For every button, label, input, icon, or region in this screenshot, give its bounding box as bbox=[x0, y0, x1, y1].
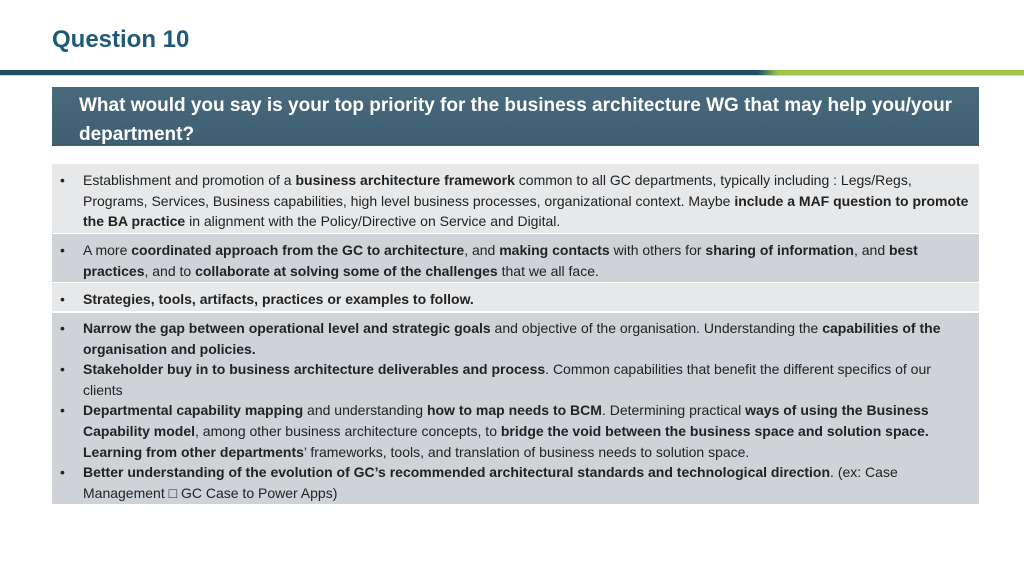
response-row-3 bbox=[52, 283, 979, 311]
text-segment: in alignment with the Policy/Directive on Service and Digital. bbox=[185, 213, 561, 230]
text-segment: , among other business architecture concepts, to bbox=[195, 422, 501, 439]
bold-text: best practices bbox=[83, 242, 918, 279]
text-segment: Establishment and promotion of a bbox=[83, 172, 296, 188]
bold-text: Narrow the gap between operational level and strategic goals bbox=[83, 320, 491, 336]
bold-text: making contacts bbox=[499, 242, 610, 258]
text-segment: , and bbox=[853, 242, 889, 258]
response-list bbox=[83, 318, 971, 503]
bold-text: bridge the void between the business space and solution space. Learning from other departments bbox=[83, 422, 929, 460]
response-list bbox=[83, 240, 971, 281]
text-segment: and understanding bbox=[303, 402, 427, 419]
text-segment: and objective of the organisation. Understanding the bbox=[490, 320, 823, 336]
bold-text: ways of using the Business Capability model bbox=[83, 402, 929, 439]
bold-text: coordinated approach from the GC to architecture bbox=[131, 242, 465, 258]
text-segment: A more bbox=[83, 242, 132, 258]
question-text: What would you say is your top priority for the business architecture WG that may help you/your department? bbox=[79, 95, 953, 145]
question-banner bbox=[52, 87, 979, 146]
text-segment: with others for bbox=[609, 242, 706, 258]
bold-text: how to map needs to BCM bbox=[426, 402, 602, 419]
bold-text: Stakeholder buy in to business architecture deliverables and process bbox=[83, 361, 546, 378]
bold-text: Better understanding of the evolution of GC’s recommended architectural standards and technological direction bbox=[83, 464, 831, 481]
response-bullet-item bbox=[83, 400, 971, 462]
response-bullet-item bbox=[83, 359, 971, 400]
response-bullet-item bbox=[83, 318, 971, 359]
bold-text: Strategies, tools, artifacts, practices or examples to follow. bbox=[83, 291, 474, 307]
bold-text: include a MAF question to promote the BA practice bbox=[83, 192, 969, 230]
title-divider-shadow bbox=[0, 75, 1024, 76]
response-list bbox=[83, 289, 971, 310]
response-list bbox=[83, 170, 971, 232]
text-segment: . (ex: Case Management bbox=[83, 464, 898, 501]
slide-title: Question 10 bbox=[52, 26, 190, 53]
text-segment: . Common capabilities that benefit the different specifics of our clients bbox=[83, 361, 931, 398]
text-segment: common to all GC departments, typically including : Legs/Regs, Programs, Services, Business capabilities, high level business processes, organizational context. Maybe bbox=[83, 172, 912, 209]
bold-text: sharing of information bbox=[705, 242, 854, 258]
text-segment: GC Case to Power Apps) bbox=[177, 484, 338, 501]
bold-text: capabilities of the organisation and policies. bbox=[83, 320, 941, 357]
response-bullet-item bbox=[83, 462, 971, 503]
text-segment: , and bbox=[464, 242, 500, 258]
text-segment: □ bbox=[168, 484, 178, 501]
response-bullet-item bbox=[83, 240, 971, 281]
response-bullet-item bbox=[83, 170, 971, 232]
bold-text: business architecture framework bbox=[295, 172, 515, 188]
bold-text: collaborate at solving some of the challenges bbox=[195, 262, 498, 279]
response-row-2 bbox=[52, 234, 979, 282]
text-segment: that we all face. bbox=[497, 262, 599, 279]
text-segment: ’ frameworks, tools, and translation of business needs to solution space. bbox=[303, 443, 750, 460]
bold-text: Departmental capability mapping bbox=[83, 402, 304, 419]
text-segment: , and to bbox=[144, 262, 196, 279]
response-row-1 bbox=[52, 164, 979, 233]
response-bullet-item bbox=[83, 289, 971, 310]
text-segment: . Determining practical bbox=[601, 402, 746, 419]
response-row-4 bbox=[52, 313, 979, 504]
